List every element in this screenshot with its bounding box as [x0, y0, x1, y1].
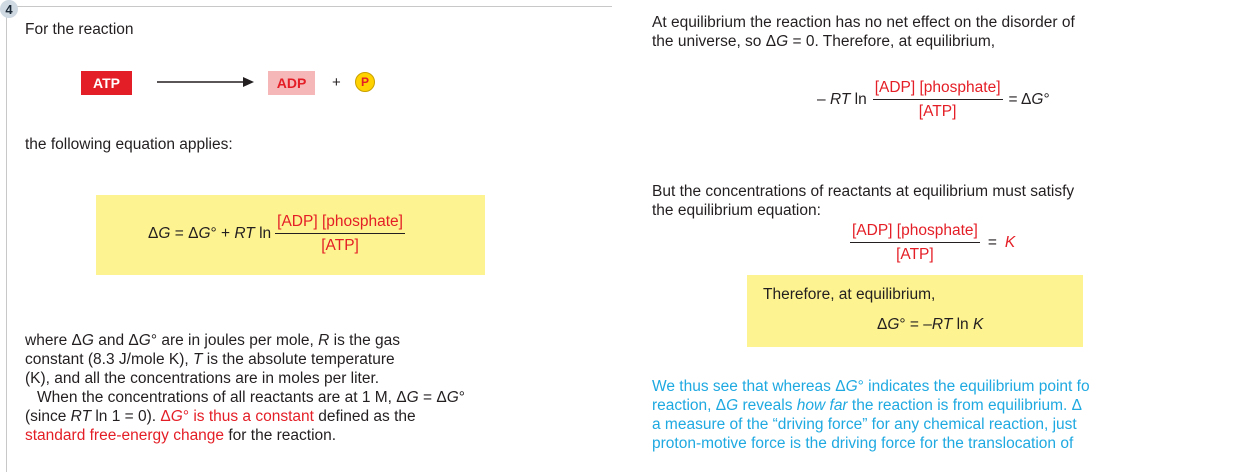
panel-top-border	[6, 6, 612, 7]
adp-label: ADP	[268, 71, 315, 95]
k-symbol: K	[1004, 234, 1016, 251]
conclusion-line4: proton-motive force is the driving force for the translocation of	[652, 435, 1074, 452]
concentration-ratio	[275, 213, 405, 255]
right-para1-line1: At equilibrium the reaction has no net effect on the disorder of	[652, 14, 1075, 31]
plus-sign: +	[332, 74, 341, 91]
equilibrium-constant-equation: $\frac{\text{[ADP] [phosphate]}}{\text{[ATP]}}$ = K	[852, 222, 1016, 263]
equation-intro: the following equation applies:	[25, 136, 233, 153]
right-para1-line2: the universe, so ΔG = 0. Therefore, at equilibrium,	[652, 33, 996, 50]
right-para2-line2: the equilibrium equation:	[652, 202, 821, 219]
conclusion-line1: We thus see that whereas ΔG° indicates the equilibrium point fo	[652, 378, 1090, 395]
para1-line2: constant (8.3 J/mole K), T is the absolute temperature	[25, 351, 395, 368]
free-energy-equation	[148, 213, 405, 255]
eq1-ratio: $\frac{\text{[ADP] [phosphate]}}{\text{[ATP]}}$	[874, 79, 1001, 120]
step-number-badge: 4	[0, 0, 18, 18]
para2-line3: standard free-energy change for the reaction.	[25, 427, 337, 444]
num-adp: [ADP]	[277, 213, 318, 230]
para2-line1: When the concentrations of all reactants are at 1 M, ΔG = ΔG°	[37, 389, 465, 406]
num-phosphate: [phosphate]	[321, 213, 403, 230]
para2-line2: (since RT ln 1 = 0). ΔG° is thus a constant defined as the	[25, 408, 416, 425]
phosphate-icon: P	[355, 72, 375, 92]
conclusion-line2: reaction, ΔG reveals how far the reaction is from equilibrium. Δ	[652, 397, 1082, 414]
free-energy-equation-box	[96, 195, 485, 275]
panel-left-border	[6, 6, 7, 472]
reaction-intro: For the reaction	[25, 21, 134, 38]
den-atp: [ATP]	[321, 237, 359, 254]
conclusion-line3: a measure of the “driving force” for any chemical reaction, just	[652, 416, 1077, 433]
eq2-ratio: $\frac{\text{[ADP] [phosphate]}}{\text{[ATP]}}$	[852, 222, 978, 263]
atp-label: ATP	[81, 71, 132, 95]
right-para2-line1: But the concentrations of reactants at equilibrium must satisfy	[652, 183, 1075, 200]
para1-line3: (K), and all the concentrations are in moles per liter.	[25, 370, 380, 387]
therefore-line1: Therefore, at equilibrium,	[763, 286, 936, 303]
reaction-arrow-icon	[157, 76, 255, 88]
equation-lhs: ΔG = ΔG° + RT ln	[148, 225, 272, 242]
para1-line1: where ΔG and ΔG° are in joules per mole, R is the gas	[25, 332, 401, 349]
therefore-line2: ΔG° = –RT ln K	[877, 316, 984, 333]
equilibrium-equation-1: – RT ln $\frac{\text{[ADP] [phosphate]}}{\text{[ATP]}}$ = ΔG°	[817, 79, 1050, 120]
therefore-box	[747, 275, 1083, 347]
